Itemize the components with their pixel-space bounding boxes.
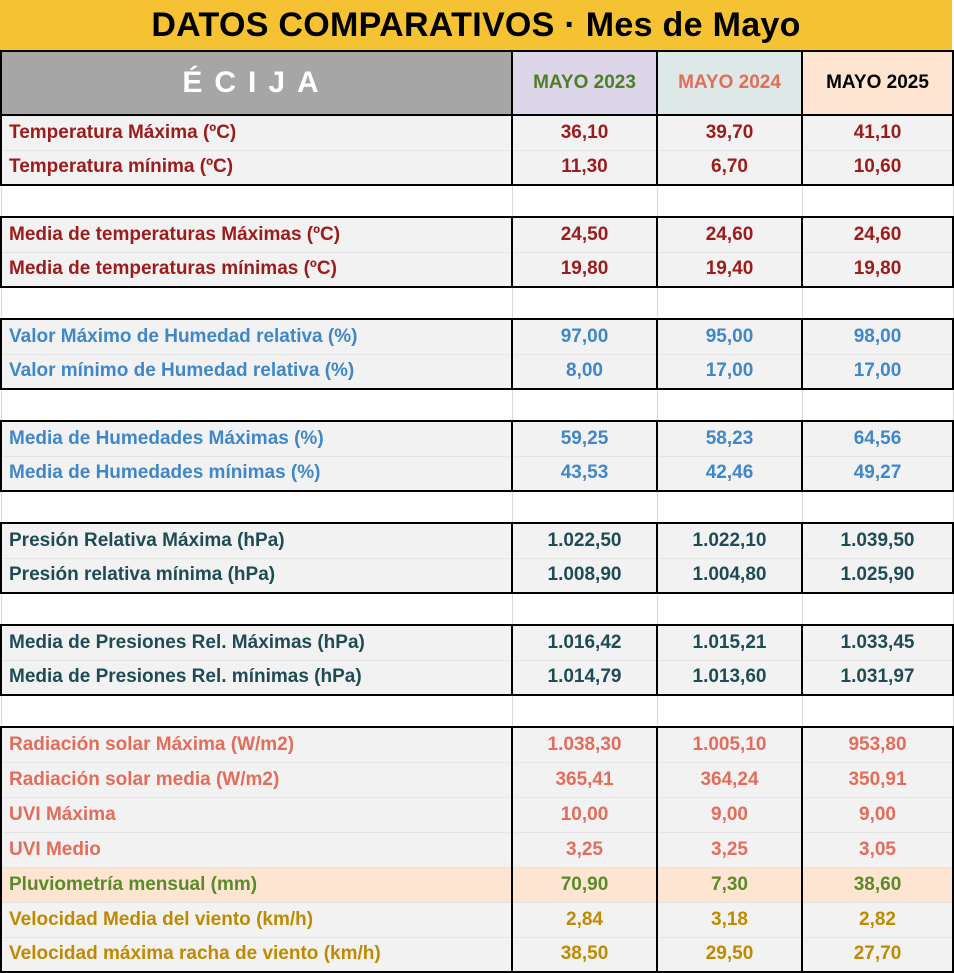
table-row — [1, 762, 953, 797]
row-label: Media de Presiones Rel. Máximas (hPa) — [1, 625, 512, 660]
table-row — [1, 115, 953, 150]
spacer-cell — [802, 695, 953, 727]
value-cell: 58,23 — [657, 421, 802, 456]
spacer-cell — [657, 491, 802, 523]
value-cell: 1.033,45 — [802, 625, 953, 660]
table-row — [1, 150, 953, 185]
row-label: UVI Medio — [1, 832, 512, 867]
value-cell: 97,00 — [512, 319, 657, 354]
value-cell: 29,50 — [657, 937, 802, 972]
value-cell: 11,30 — [512, 150, 657, 185]
table-row — [1, 937, 953, 972]
value-cell: 43,53 — [512, 456, 657, 491]
table-row — [1, 558, 953, 593]
header-row — [1, 51, 953, 115]
spacer-row — [1, 185, 953, 217]
row-label: Media de Humedades mínimas (%) — [1, 456, 512, 491]
place-header: ÉCIJA — [1, 51, 512, 115]
year-header-2023: MAYO 2023 — [512, 51, 657, 115]
spacer-cell — [657, 695, 802, 727]
value-cell: 365,41 — [512, 762, 657, 797]
spacer-cell — [512, 185, 657, 217]
value-cell: 1.039,50 — [802, 523, 953, 558]
value-cell: 2,82 — [802, 902, 953, 937]
value-cell: 42,46 — [657, 456, 802, 491]
table-row — [1, 421, 953, 456]
row-label: Radiación solar Máxima (W/m2) — [1, 727, 512, 762]
table-row — [1, 867, 953, 902]
value-cell: 70,90 — [512, 867, 657, 902]
spacer-cell — [1, 593, 512, 625]
row-label: Valor mínimo de Humedad relativa (%) — [1, 354, 512, 389]
value-cell: 6,70 — [657, 150, 802, 185]
table-row — [1, 319, 953, 354]
spacer-cell — [512, 695, 657, 727]
table-row — [1, 902, 953, 937]
row-label: UVI Máxima — [1, 797, 512, 832]
value-cell: 1.022,10 — [657, 523, 802, 558]
value-cell: 38,60 — [802, 867, 953, 902]
value-cell: 64,56 — [802, 421, 953, 456]
value-cell: 1.031,97 — [802, 660, 953, 695]
spacer-cell — [657, 593, 802, 625]
value-cell: 2,84 — [512, 902, 657, 937]
spacer-cell — [802, 185, 953, 217]
value-cell: 350,91 — [802, 762, 953, 797]
value-cell: 24,60 — [802, 217, 953, 252]
spacer-cell — [802, 287, 953, 319]
value-cell: 1.016,42 — [512, 625, 657, 660]
value-cell: 364,24 — [657, 762, 802, 797]
value-cell: 1.014,79 — [512, 660, 657, 695]
spacer-row — [1, 695, 953, 727]
spacer-cell — [802, 491, 953, 523]
value-cell: 8,00 — [512, 354, 657, 389]
value-cell: 19,80 — [802, 252, 953, 287]
value-cell: 3,25 — [512, 832, 657, 867]
year-header-2025: MAYO 2025 — [802, 51, 953, 115]
row-label: Presión relativa mínima (hPa) — [1, 558, 512, 593]
spacer-cell — [657, 287, 802, 319]
value-cell: 17,00 — [802, 354, 953, 389]
spacer-cell — [1, 185, 512, 217]
value-cell: 1.013,60 — [657, 660, 802, 695]
value-cell: 10,60 — [802, 150, 953, 185]
spacer-cell — [512, 491, 657, 523]
spacer-row — [1, 287, 953, 319]
value-cell: 7,30 — [657, 867, 802, 902]
comparison-table — [0, 50, 954, 973]
spacer-cell — [802, 593, 953, 625]
table-row — [1, 625, 953, 660]
table-row — [1, 660, 953, 695]
value-cell: 3,25 — [657, 832, 802, 867]
value-cell: 3,05 — [802, 832, 953, 867]
row-label: Pluviometría mensual (mm) — [1, 867, 512, 902]
value-cell: 1.004,80 — [657, 558, 802, 593]
spacer-cell — [802, 389, 953, 421]
value-cell: 953,80 — [802, 727, 953, 762]
row-label: Media de Humedades Máximas (%) — [1, 421, 512, 456]
row-label: Media de temperaturas mínimas (ºC) — [1, 252, 512, 287]
page-title: DATOS COMPARATIVOS · Mes de Mayo — [0, 0, 952, 52]
value-cell: 98,00 — [802, 319, 953, 354]
value-cell: 38,50 — [512, 937, 657, 972]
value-cell: 19,40 — [657, 252, 802, 287]
spacer-cell — [1, 389, 512, 421]
value-cell: 41,10 — [802, 115, 953, 150]
value-cell: 19,80 — [512, 252, 657, 287]
table-row — [1, 523, 953, 558]
row-label: Temperatura mínima (ºC) — [1, 150, 512, 185]
row-label: Presión Relativa Máxima (hPa) — [1, 523, 512, 558]
spacer-row — [1, 389, 953, 421]
spacer-cell — [1, 695, 512, 727]
row-label: Velocidad Media del viento (km/h) — [1, 902, 512, 937]
table-row — [1, 354, 953, 389]
row-label: Radiación solar media (W/m2) — [1, 762, 512, 797]
row-label: Velocidad máxima racha de viento (km/h) — [1, 937, 512, 972]
value-cell: 1.015,21 — [657, 625, 802, 660]
spacer-cell — [657, 185, 802, 217]
spacer-row — [1, 593, 953, 625]
value-cell: 95,00 — [657, 319, 802, 354]
row-label: Media de temperaturas Máximas (ºC) — [1, 217, 512, 252]
spacer-cell — [1, 491, 512, 523]
value-cell: 1.038,30 — [512, 727, 657, 762]
table-row — [1, 217, 953, 252]
value-cell: 59,25 — [512, 421, 657, 456]
table-row — [1, 832, 953, 867]
table-row — [1, 797, 953, 832]
spacer-cell — [512, 593, 657, 625]
row-label: Media de Presiones Rel. mínimas (hPa) — [1, 660, 512, 695]
spacer-row — [1, 491, 953, 523]
value-cell: 1.025,90 — [802, 558, 953, 593]
spacer-cell — [512, 389, 657, 421]
value-cell: 10,00 — [512, 797, 657, 832]
value-cell: 24,50 — [512, 217, 657, 252]
value-cell: 1.005,10 — [657, 727, 802, 762]
table-row — [1, 252, 953, 287]
value-cell: 9,00 — [657, 797, 802, 832]
value-cell: 39,70 — [657, 115, 802, 150]
row-label: Temperatura Máxima (ºC) — [1, 115, 512, 150]
value-cell: 17,00 — [657, 354, 802, 389]
value-cell: 1.008,90 — [512, 558, 657, 593]
table-body — [1, 115, 953, 972]
value-cell: 1.022,50 — [512, 523, 657, 558]
value-cell: 49,27 — [802, 456, 953, 491]
year-header-2024: MAYO 2024 — [657, 51, 802, 115]
value-cell: 27,70 — [802, 937, 953, 972]
spacer-cell — [1, 287, 512, 319]
value-cell: 3,18 — [657, 902, 802, 937]
value-cell: 24,60 — [657, 217, 802, 252]
spacer-cell — [512, 287, 657, 319]
row-label: Valor Máximo de Humedad relativa (%) — [1, 319, 512, 354]
value-cell: 36,10 — [512, 115, 657, 150]
table-row — [1, 456, 953, 491]
value-cell: 9,00 — [802, 797, 953, 832]
spacer-cell — [657, 389, 802, 421]
table-row — [1, 727, 953, 762]
